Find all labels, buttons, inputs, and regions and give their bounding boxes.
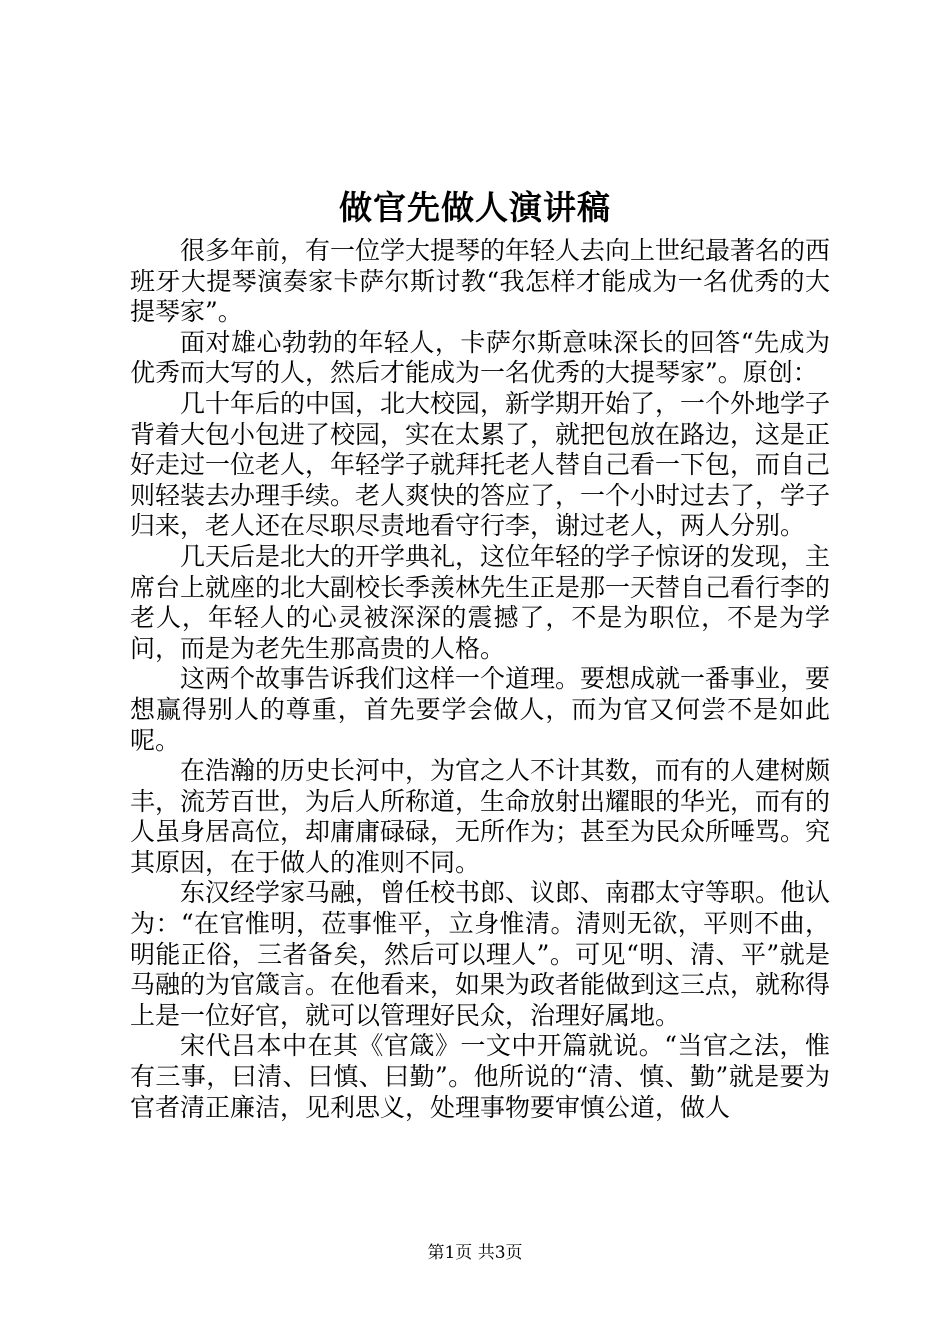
paragraph: 面对雄心勃勃的年轻人，卡萨尔斯意味深长的回答“先成为优秀而大写的人，然后才能成为一名优秀的大提琴家”。原创： [130, 327, 830, 388]
paragraph: 很多年前，有一位学大提琴的年轻人去向上世纪最著名的西班牙大提琴演奏家卡萨尔斯讨教“我怎样才能成为一名优秀的大提琴家”。 [130, 236, 831, 327]
paragraph: 几十年后的中国，北大校园，新学期开始了，一个外地学子背着大包小包进了校园，实在太累了，就把包放在路边，这是正好走过一位老人，年轻学子就拜托老人替自己看一下包，而自己则轻装去办理手续。老人爽快的答应了，一个小时过去了，学子归来，老人还在尽职尽责地看守行李，谢过老人，两人分别。 [130, 388, 831, 541]
paragraph: 东汉经学家马融，曾任校书郎、议郎、南郡太守等职。他认为：“在官惟明，莅事惟平，立身惟清。清则无欲，平则不曲，明能正俗，三者备矣，然后可以理人”。可见“明、清、平”就是马融的为官箴言。在他看来，如果为政者能做到这三点，就称得上是一位好官，就可以管理好民众，治理好属地。 [130, 878, 831, 1030]
document-body [130, 236, 830, 1123]
paragraph: 宋代吕本中在其《官箴》一文中开篇就说。“当官之法，惟有三事，曰清、曰慎、曰勤”。他所说的“清、慎、勤”就是要为官者清正廉洁，见利思义，处理事物要审慎公道，做人 [130, 1031, 830, 1122]
document-title: 做官先做人演讲稿 [339, 188, 611, 227]
paragraph: 几天后是北大的开学典礼，这位年轻的学子惊讶的发现，主席台上就座的北大副校长季羡林先生正是那一天替自己看行李的老人，年轻人的心灵被深深的震撼了，不是为职位，不是为学问，而是为老先生那高贵的人格。 [130, 541, 831, 663]
page-number-footer: 第1页 共3页 [427, 1243, 523, 1263]
paragraph: 在浩瀚的历史长河中，为官之人不计其数，而有的人建树颇丰，流芳百世，为后人所称道，生命放射出耀眼的华光，而有的人虽身居高位，却庸庸碌碌，无所作为；甚至为民众所唾骂。究其原因，在于做人的准则不同。 [130, 756, 831, 877]
paragraph: 这两个故事告诉我们这样一个道理。要想成就一番事业，要想赢得别人的尊重，首先要学会做人，而为官又何尝不是如此呢。 [130, 664, 831, 755]
